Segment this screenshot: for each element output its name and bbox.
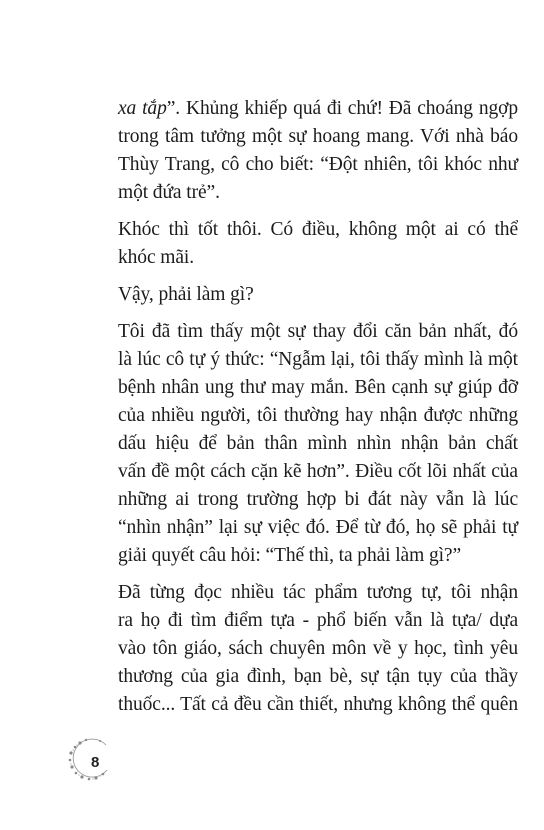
text-line [118,318,518,346]
text-line [118,95,518,123]
text-line [118,281,518,309]
text-line [118,216,518,244]
text-run: khóc mãi. [118,247,194,268]
text-run: dấu hiệu để bản thân mình nhìn nhận bản chất [118,433,518,454]
text-line [118,542,518,570]
paragraph [118,216,518,272]
text-line [118,458,518,486]
text-line [118,151,518,179]
text-run: trong tâm tưởng một sự hoang mang. Với nhà báo [118,126,518,147]
text-run: Tôi đã tìm thấy một sự thay đổi căn bản nhất, đó [118,321,518,342]
text-run: ra họ đi tìm điểm tựa - phổ biến vẫn là tựa/ dựa [118,610,518,631]
text-line [118,486,518,514]
text-run: “nhìn nhận” lại sự việc đó. Để từ đó, họ sẽ phải tự [118,517,518,538]
body-text [118,95,518,728]
text-run: thương của gia đình, bạn bè, sự tận tụy của thầy [118,666,518,687]
text-run: một đứa trẻ”. [118,182,220,203]
text-run: của nhiều người, tôi thường hay nhận được những [118,405,518,426]
text-line [118,346,518,374]
text-line [118,402,518,430]
text-run: Đã từng đọc nhiều tác phẩm tương tự, tôi nhận [118,582,518,603]
text-run: ”. Khủng khiếp quá đi chứ! Đã choáng ngợp [166,98,518,119]
text-run: là lúc cô tự ý thức: “Ngẫm lại, tôi thấy mình là một [118,349,518,370]
text-run: thuốc... Tất cả đều cần thiết, nhưng không thể quên [118,694,518,715]
italic-text: xa tắp [118,98,167,119]
text-line [118,374,518,402]
text-run: Khóc thì tốt thôi. Có điều, không một ai có thể [118,219,518,240]
text-line [118,244,518,272]
text-line [118,430,518,458]
text-run: vào tôn giáo, sách chuyên môn về y học, tình yêu [118,638,518,659]
text-line [118,691,518,719]
text-run: vấn đề một cách cặn kẽ hơn”. Điều cốt lõi nhất của [118,461,518,482]
paragraph [118,318,518,570]
text-line [118,635,518,663]
text-run: Thùy Trang, cô cho biết: “Đột nhiên, tôi khóc như [118,154,518,175]
text-line [118,607,518,635]
text-line [118,123,518,151]
text-line [118,514,518,542]
text-run: những ai trong trường hợp bi đát này vẫn là lúc [118,489,518,510]
paragraph [118,95,518,207]
text-run: Vậy, phải làm gì? [118,284,254,305]
text-line [118,579,518,607]
text-run: giải quyết câu hỏi: “Thế thì, ta phải làm gì?” [118,545,462,566]
text-run: bệnh nhân ung thư may mắn. Bên cạnh sự giúp đỡ [118,377,518,398]
text-line [118,179,518,207]
paragraph [118,579,518,719]
text-line [118,663,518,691]
paragraph [118,281,518,309]
page-number: 8 [91,754,100,771]
floral-wreath-ornament [66,735,112,781]
